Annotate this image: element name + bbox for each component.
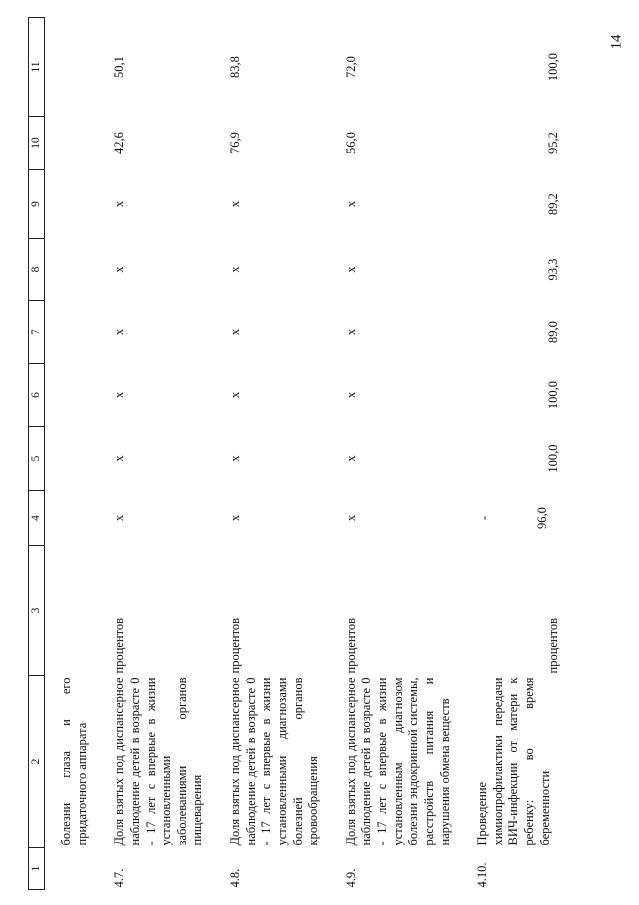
- cell-col-4-value: 96,0: [534, 507, 549, 529]
- indicators-table: [28, 17, 561, 890]
- row-unit: процентов: [112, 617, 127, 674]
- cell-col-7: х: [112, 328, 127, 336]
- cell-col-9: х: [112, 200, 127, 208]
- cell-col-8: х: [343, 266, 358, 273]
- row-unit: процентов: [545, 617, 560, 674]
- continuation-name: болезни глаза и его придаточного аппарата: [59, 677, 89, 846]
- header-col-5: 5: [29, 427, 45, 491]
- cell-col-10: 95,2: [545, 132, 560, 154]
- cell-col-7: х: [343, 328, 358, 336]
- cell-col-11: 100,0: [545, 52, 560, 82]
- row-name: Проведение химиопрофилактики передачи ВИЧ-инфекции от матери к ребенку: во время беременности: [475, 677, 552, 846]
- cell-col-7: х: [228, 328, 242, 336]
- header-col-6: 6: [29, 364, 45, 427]
- table-row: [461, 18, 561, 890]
- cell-col-9: х: [343, 200, 358, 208]
- table-row-continuation: [45, 18, 99, 890]
- row-name: Доля взятых под диспансерное наблюдение детей в возрасте 0 - 17 лет с впервые в жизни установленным диагнозом болезни эндокринной системы, расстройств питания и нарушения обмена веществ: [343, 677, 452, 846]
- header-col-3: 3: [29, 546, 45, 676]
- cell-col-9: х: [228, 200, 242, 208]
- cell-col-5: х: [343, 455, 358, 462]
- cell-col-5: 100,0: [545, 444, 560, 473]
- header-col-11: 11: [29, 18, 45, 117]
- cell-col-11: 72,0: [343, 56, 358, 78]
- cell-col-4: х: [228, 514, 242, 522]
- cell-col-11: 50,1: [112, 56, 127, 78]
- table-row: [214, 18, 330, 890]
- cell-col-8: х: [228, 266, 242, 273]
- row-number: 4.9.: [343, 868, 358, 888]
- cell-col-8: 93,3: [545, 258, 560, 281]
- cell-col-6: х: [112, 391, 127, 399]
- rotated-page-content: [28, 0, 588, 890]
- header-col-2: 2: [29, 676, 45, 848]
- row-number: 4.8.: [228, 868, 242, 888]
- header-col-4: 4: [29, 491, 45, 546]
- row-unit: процентов: [343, 617, 358, 674]
- header-col-8: 8: [29, 239, 45, 301]
- row-name: Доля взятых под диспансерное наблюдение детей в возрасте 0 - 17 лет с впервые в жизни установленными диагнозами болезней органов кровообращения: [228, 677, 321, 846]
- cell-col-5: х: [228, 455, 242, 462]
- header-col-7: 7: [29, 301, 45, 364]
- row-unit: процентов: [228, 617, 242, 674]
- cell-col-10: 42,6: [112, 132, 127, 154]
- page-number: 14: [608, 34, 625, 50]
- header-col-9: 9: [29, 170, 45, 239]
- row-number: 4.10.: [475, 862, 490, 888]
- cell-col-8: х: [112, 266, 127, 273]
- cell-col-5: х: [112, 455, 127, 462]
- table-row: [98, 18, 214, 890]
- cell-col-11: 83,8: [228, 56, 242, 78]
- header-col-1: 1: [29, 848, 45, 890]
- cell-col-4: х: [343, 514, 358, 522]
- dash-mark: -: [477, 515, 492, 521]
- header-row: [29, 18, 45, 890]
- cell-col-6: х: [228, 391, 242, 399]
- cell-col-10: 56,0: [343, 132, 358, 154]
- table-row: [330, 18, 461, 890]
- header-col-10: 10: [29, 117, 45, 170]
- cell-col-6: 100,0: [545, 380, 560, 410]
- cell-col-4: [461, 491, 561, 546]
- cell-col-4: х: [112, 514, 127, 522]
- cell-col-10: 76,9: [228, 132, 242, 154]
- cell-col-7: 89,0: [545, 321, 560, 343]
- row-name: Доля взятых под диспансерное наблюдение детей в возрасте 0 - 17 лет с впервые в жизни установленными заболеваниями органов пищеварения: [112, 677, 205, 846]
- cell-col-9: 89,2: [545, 193, 560, 215]
- cell-col-6: х: [343, 391, 358, 399]
- row-number: 4.7.: [112, 868, 127, 888]
